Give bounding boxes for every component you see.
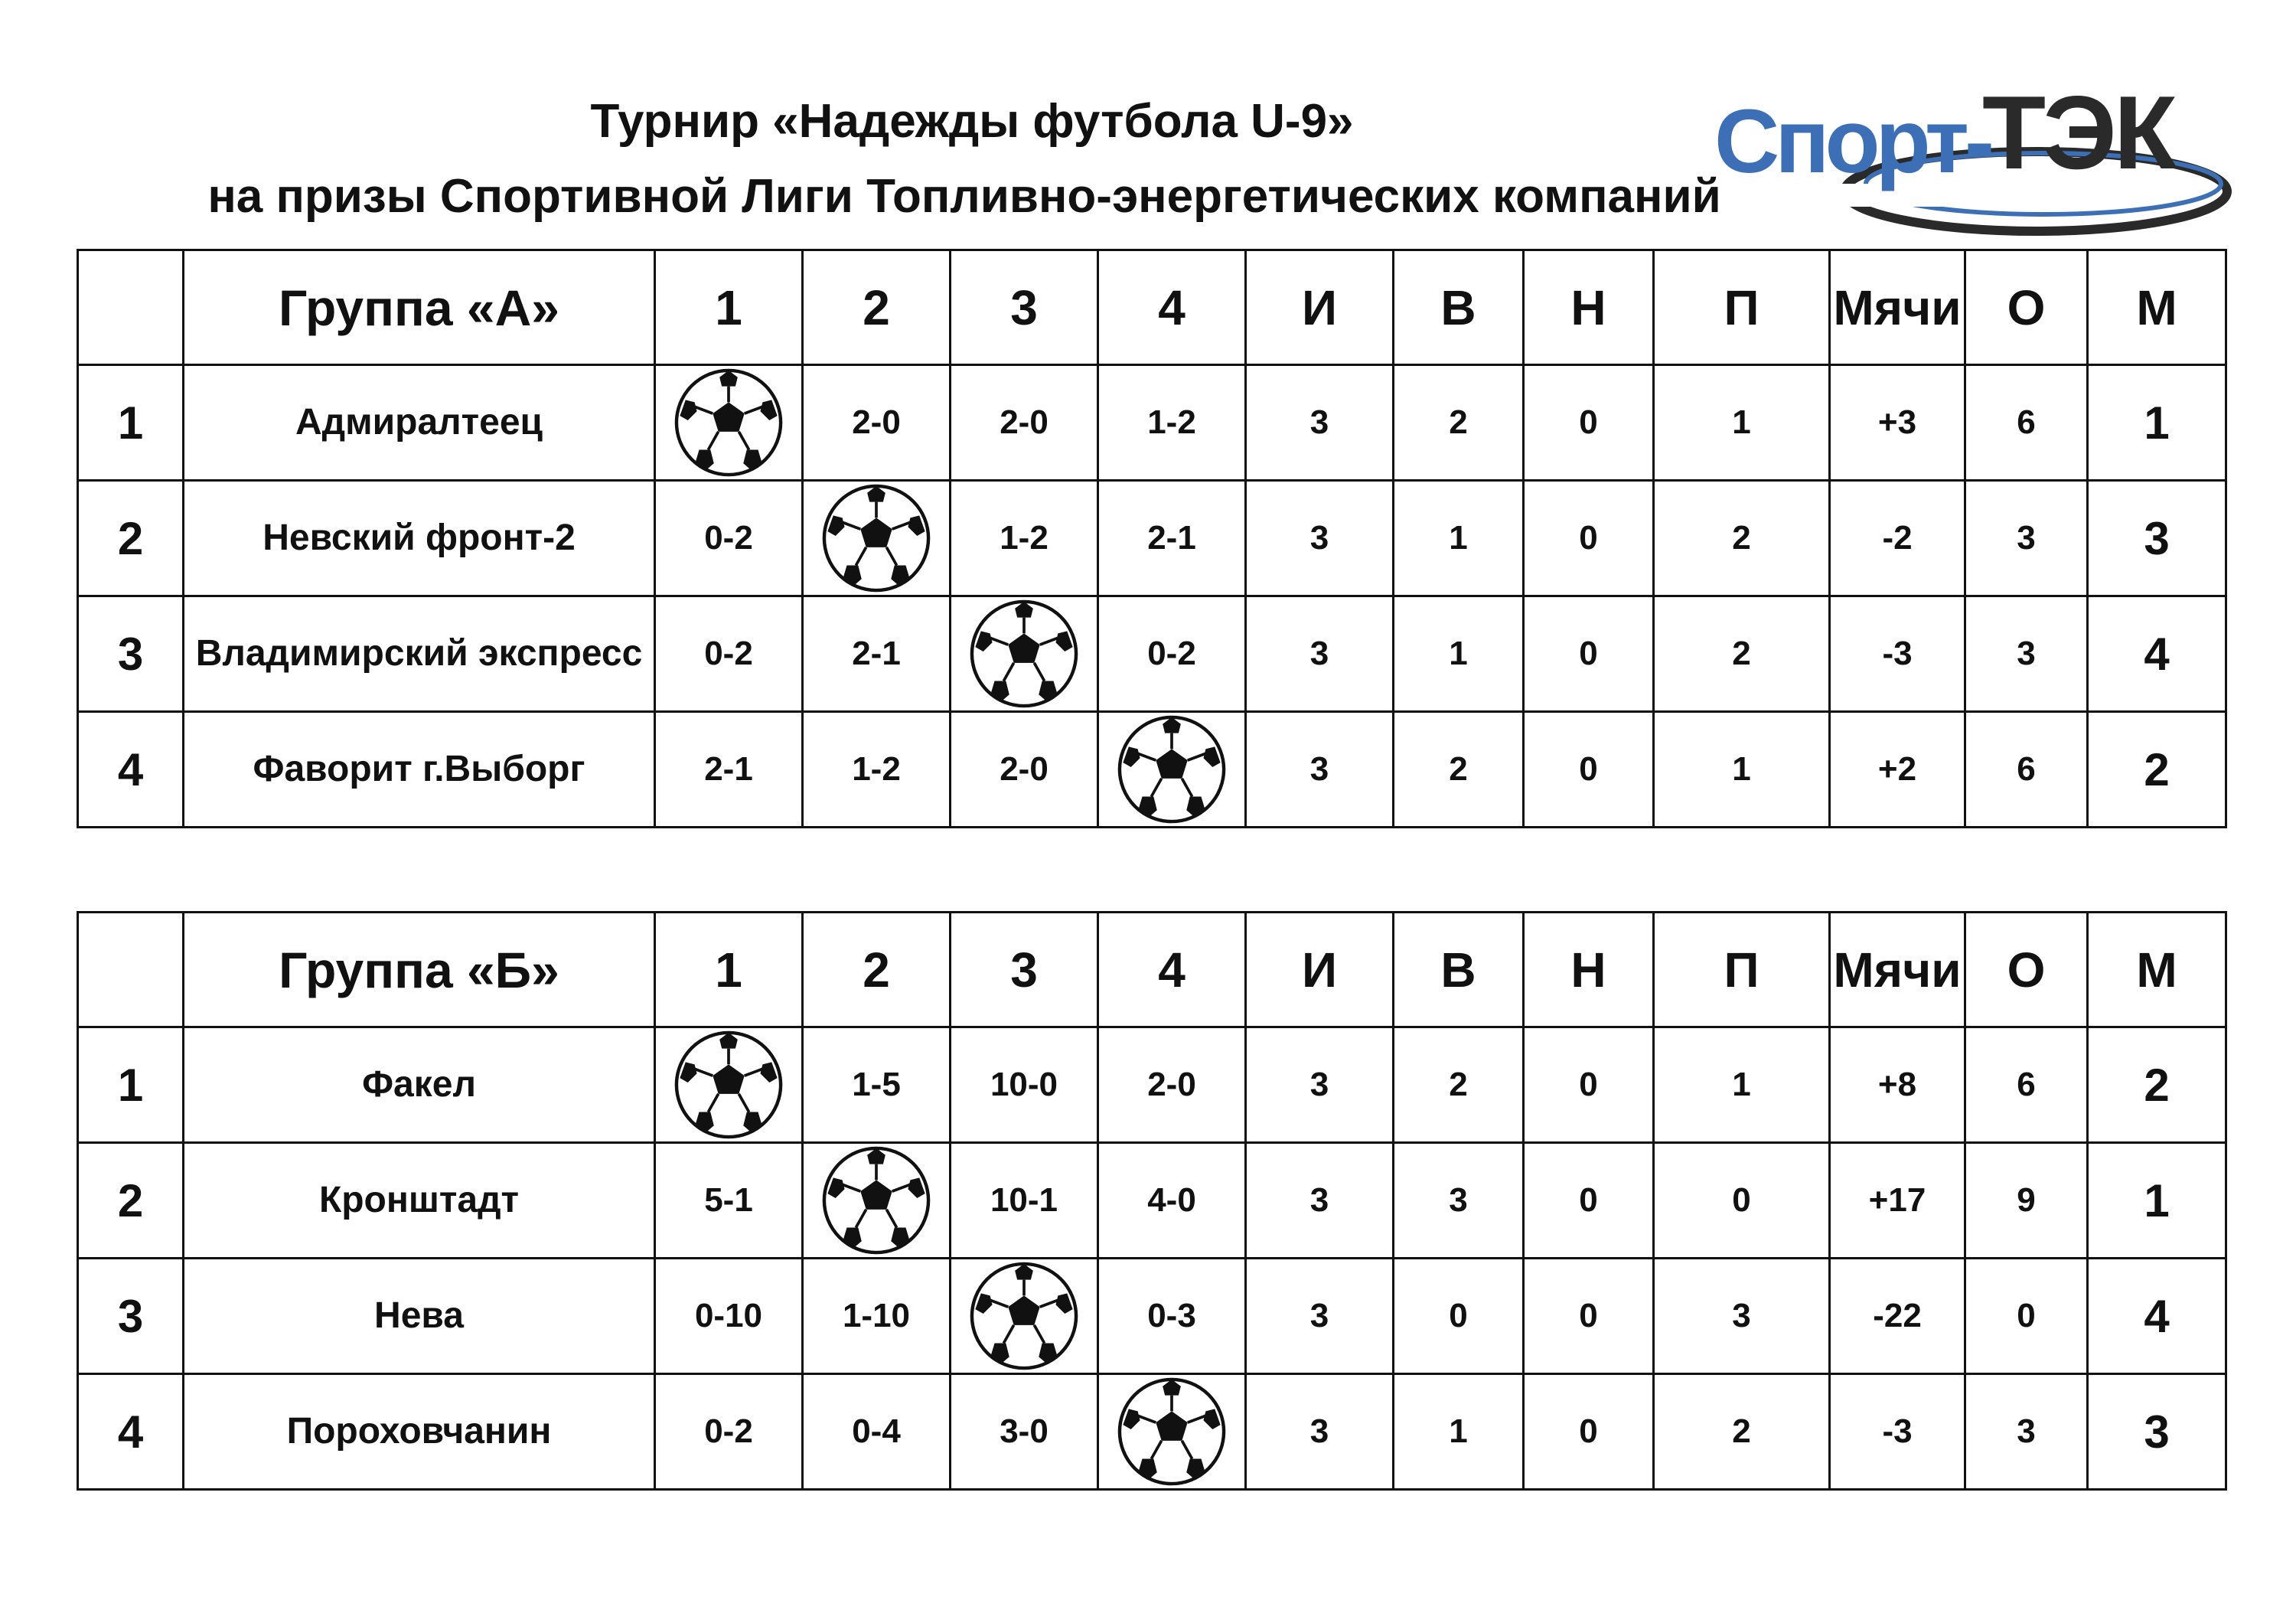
team-name: Владимирский экспресс (184, 596, 655, 712)
vs-3-cell: 2-0 (951, 712, 1098, 828)
draws-cell: 0 (1524, 1259, 1654, 1374)
points-cell: 6 (1965, 365, 2088, 481)
team-name: Факел (184, 1027, 655, 1143)
draws-cell: 0 (1524, 596, 1654, 712)
draws-cell: 0 (1524, 481, 1654, 596)
self-match-cell (1098, 1374, 1246, 1490)
vs-1-cell: 5-1 (655, 1143, 803, 1259)
vs-4-cell: 2-1 (1098, 481, 1246, 596)
soccer-ball-icon (672, 366, 785, 479)
wins-cell: 0 (1394, 1259, 1524, 1374)
losses-cell: 1 (1654, 1027, 1830, 1143)
vs-2-cell: 1-10 (803, 1259, 951, 1374)
title-line-2: на призы Спортивной Лиги Топливно-энергетических компаний (207, 170, 1721, 223)
vs-3-cell: 1-2 (951, 481, 1098, 596)
table-row (78, 481, 2226, 596)
logo-text-sport: Спорт- (1714, 91, 1991, 192)
soccer-ball-icon (967, 1259, 1081, 1373)
place-cell: 2 (2088, 1027, 2226, 1143)
losses-cell: 1 (1654, 365, 1830, 481)
col-vs-1-header: 1 (655, 913, 803, 1027)
goals-cell: +2 (1830, 712, 1965, 828)
draws-cell: 0 (1524, 365, 1654, 481)
vs-1-cell: 2-1 (655, 712, 803, 828)
goals-cell: -3 (1830, 1374, 1965, 1490)
team-name: Фаворит г.Выборг (184, 712, 655, 828)
soccer-ball-icon (967, 597, 1081, 710)
goals-cell: -2 (1830, 481, 1965, 596)
vs-4-cell: 2-0 (1098, 1027, 1246, 1143)
vs-1-cell: 0-2 (655, 1374, 803, 1490)
place-cell: 2 (2088, 712, 2226, 828)
points-cell: 6 (1965, 712, 2088, 828)
place-cell: 3 (2088, 1374, 2226, 1490)
goals-cell: +17 (1830, 1143, 1965, 1259)
group-a-table (77, 249, 2227, 828)
self-match-cell (655, 365, 803, 481)
col-goals-header: Мячи (1830, 250, 1965, 365)
vs-2-cell: 1-2 (803, 712, 951, 828)
vs-3-cell: 10-0 (951, 1027, 1098, 1143)
team-name: Пороховчанин (184, 1374, 655, 1490)
col-goals-header: Мячи (1830, 913, 1965, 1027)
points-cell: 3 (1965, 1374, 2088, 1490)
soccer-ball-icon (820, 1144, 933, 1257)
table-row (78, 1374, 2226, 1490)
group-b-title: Группа «Б» (184, 913, 655, 1027)
group-b-table (77, 911, 2227, 1491)
wins-cell: 1 (1394, 1374, 1524, 1490)
col-place-header: М (2088, 250, 2226, 365)
team-name: Невский фронт-2 (184, 481, 655, 596)
place-cell: 4 (2088, 596, 2226, 712)
team-name: Адмиралтеец (184, 365, 655, 481)
games-cell: 3 (1246, 1143, 1394, 1259)
vs-1-cell: 0-2 (655, 481, 803, 596)
row-number: 3 (78, 1259, 184, 1374)
losses-cell: 1 (1654, 712, 1830, 828)
row-number: 3 (78, 596, 184, 712)
draws-cell: 0 (1524, 1143, 1654, 1259)
self-match-cell (1098, 712, 1246, 828)
col-points-header: О (1965, 913, 2088, 1027)
col-losses-header: П (1654, 250, 1830, 365)
games-cell: 3 (1246, 1374, 1394, 1490)
vs-1-cell: 0-2 (655, 596, 803, 712)
games-cell: 3 (1246, 596, 1394, 712)
col-wins-header: В (1394, 250, 1524, 365)
self-match-cell (803, 481, 951, 596)
self-match-cell (951, 596, 1098, 712)
table-header-row (78, 250, 2226, 365)
losses-cell: 0 (1654, 1143, 1830, 1259)
col-vs-1-header: 1 (655, 250, 803, 365)
place-cell: 3 (2088, 481, 2226, 596)
col-points-header: О (1965, 250, 2088, 365)
table-row (78, 712, 2226, 828)
soccer-ball-icon (1115, 1375, 1228, 1488)
games-cell: 3 (1246, 712, 1394, 828)
wins-cell: 1 (1394, 596, 1524, 712)
col-place-header: М (2088, 913, 2226, 1027)
col-games-header: И (1246, 250, 1394, 365)
self-match-cell (655, 1027, 803, 1143)
vs-3-cell: 3-0 (951, 1374, 1098, 1490)
draws-cell: 0 (1524, 1027, 1654, 1143)
vs-1-cell: 0-10 (655, 1259, 803, 1374)
col-vs-4-header: 4 (1098, 913, 1246, 1027)
games-cell: 3 (1246, 481, 1394, 596)
wins-cell: 2 (1394, 365, 1524, 481)
goals-cell: -22 (1830, 1259, 1965, 1374)
logo-text-tek: ТЭК (1982, 74, 2174, 191)
goals-cell: +3 (1830, 365, 1965, 481)
losses-cell: 2 (1654, 596, 1830, 712)
points-cell: 6 (1965, 1027, 2088, 1143)
col-vs-3-header: 3 (951, 250, 1098, 365)
vs-4-cell: 0-2 (1098, 596, 1246, 712)
vs-4-cell: 1-2 (1098, 365, 1246, 481)
col-wins-header: В (1394, 913, 1524, 1027)
table-row (78, 1259, 2226, 1374)
vs-2-cell: 1-5 (803, 1027, 951, 1143)
col-draws-header: Н (1524, 913, 1654, 1027)
wins-cell: 2 (1394, 712, 1524, 828)
draws-cell: 0 (1524, 1374, 1654, 1490)
points-cell: 9 (1965, 1143, 2088, 1259)
soccer-ball-icon (672, 1028, 785, 1141)
losses-cell: 2 (1654, 481, 1830, 596)
col-vs-2-header: 2 (803, 913, 951, 1027)
points-cell: 3 (1965, 481, 2088, 596)
vs-2-cell: 2-0 (803, 365, 951, 481)
row-number: 1 (78, 1027, 184, 1143)
team-name: Нева (184, 1259, 655, 1374)
table-row (78, 1027, 2226, 1143)
row-number: 1 (78, 365, 184, 481)
place-cell: 4 (2088, 1259, 2226, 1374)
sport-tek-logo (1699, 69, 2235, 245)
points-cell: 0 (1965, 1259, 2088, 1374)
soccer-ball-icon (1115, 713, 1228, 826)
vs-2-cell: 2-1 (803, 596, 951, 712)
col-vs-3-header: 3 (951, 913, 1098, 1027)
corner-cell (78, 250, 184, 365)
self-match-cell (951, 1259, 1098, 1374)
soccer-ball-icon (820, 482, 933, 595)
vs-3-cell: 2-0 (951, 365, 1098, 481)
losses-cell: 2 (1654, 1374, 1830, 1490)
place-cell: 1 (2088, 365, 2226, 481)
title-line-1: Турнир «Надежды футбола U-9» (590, 95, 1354, 148)
col-losses-header: П (1654, 913, 1830, 1027)
col-vs-4-header: 4 (1098, 250, 1246, 365)
losses-cell: 3 (1654, 1259, 1830, 1374)
table-row (78, 596, 2226, 712)
vs-2-cell: 0-4 (803, 1374, 951, 1490)
goals-cell: -3 (1830, 596, 1965, 712)
col-games-header: И (1246, 913, 1394, 1027)
games-cell: 3 (1246, 1259, 1394, 1374)
goals-cell: +8 (1830, 1027, 1965, 1143)
col-draws-header: Н (1524, 250, 1654, 365)
col-vs-2-header: 2 (803, 250, 951, 365)
row-number: 2 (78, 1143, 184, 1259)
draws-cell: 0 (1524, 712, 1654, 828)
wins-cell: 2 (1394, 1027, 1524, 1143)
place-cell: 1 (2088, 1143, 2226, 1259)
group-a-title: Группа «А» (184, 250, 655, 365)
row-number: 2 (78, 481, 184, 596)
row-number: 4 (78, 1374, 184, 1490)
points-cell: 3 (1965, 596, 2088, 712)
table-row (78, 1143, 2226, 1259)
wins-cell: 3 (1394, 1143, 1524, 1259)
corner-cell (78, 913, 184, 1027)
row-number: 4 (78, 712, 184, 828)
table-row (78, 365, 2226, 481)
wins-cell: 1 (1394, 481, 1524, 596)
games-cell: 3 (1246, 365, 1394, 481)
team-name: Кронштадт (184, 1143, 655, 1259)
vs-3-cell: 10-1 (951, 1143, 1098, 1259)
self-match-cell (803, 1143, 951, 1259)
table-header-row (78, 913, 2226, 1027)
vs-4-cell: 4-0 (1098, 1143, 1246, 1259)
games-cell: 3 (1246, 1027, 1394, 1143)
vs-4-cell: 0-3 (1098, 1259, 1246, 1374)
